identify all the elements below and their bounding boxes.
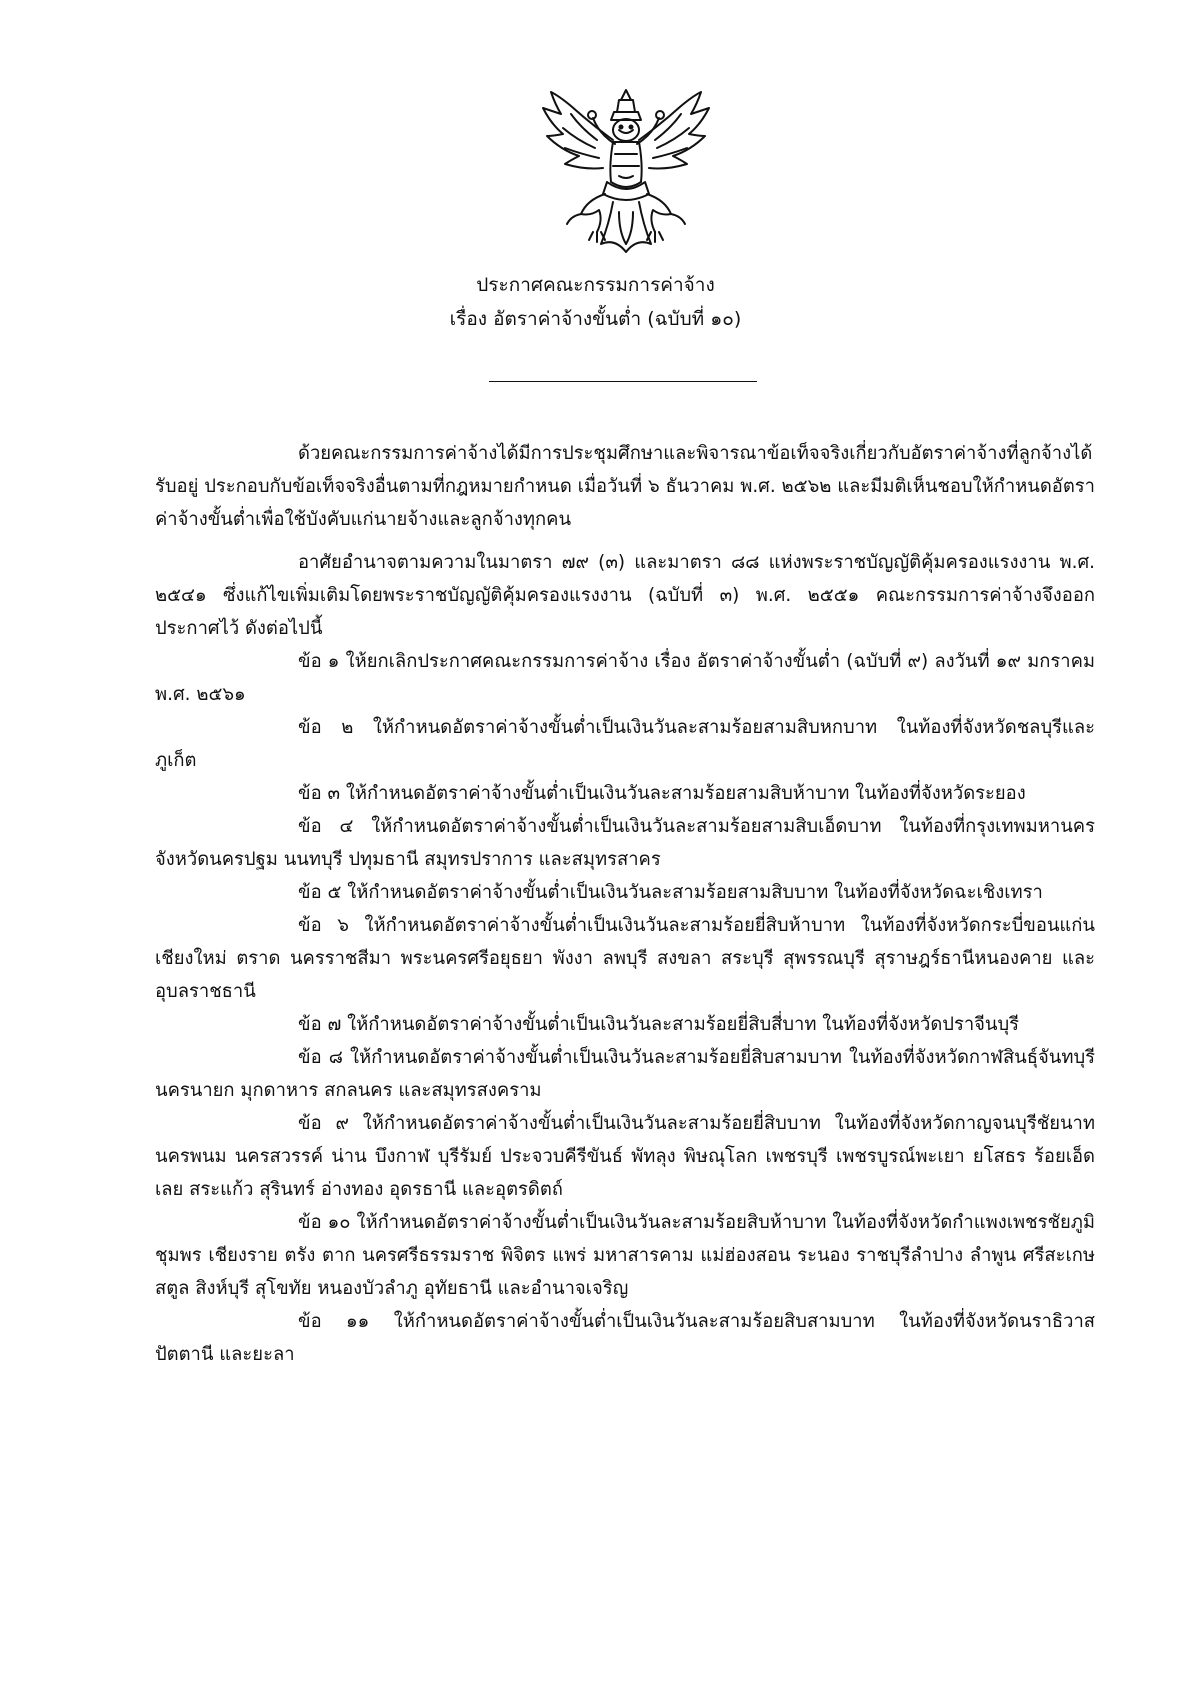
announcement-subject: เรื่อง อัตราค่าจ้างขั้นต่ำ (ฉบับที่ ๑๐) (449, 308, 742, 330)
garuda-emblem-icon (541, 84, 711, 256)
authority-paragraph: อาศัยอำนาจตามความในมาตรา ๗๙ (๓) และมาตรา ๘๘ แห่งพระราชบัญญัติคุ้มครองแรงงาน พ.ศ. ๒๕๔๑ ซึ่งแก้ไขเพิ่มเติมโดยพระราชบัญญัติคุ้มครองแรงงาน (ฉบับที่ ๓) พ.ศ. ๒๕๕๑ คณะกรรมการค่าจ้างจึงออกประกาศไว้ ดังต่อไปนี้ (155, 552, 1095, 639)
announcement-title: ประกาศคณะกรรมการค่าจ้าง (476, 274, 715, 296)
clause-10: ข้อ ๑๐ ให้กำหนดอัตราค่าจ้างขั้นต่ำเป็นเงินวันละสามร้อยสิบห้าบาท ในท้องที่จังหวัดกำแพงเพชรชัยภูมิ ชุมพร เชียงราย ตรัง ตาก นครศรีธรรมราช พิจิตร แพร่ มหาสารคาม แม่ฮ่องสอน ระนอง ราชบุรีลำปาง ลำพูน ศรีสะเกษ สตูล สิงห์บุรี สุโขทัย หนองบัวลำภู อุทัยธานี และอำนาจเจริญ (155, 1212, 1095, 1299)
clause-8: ข้อ ๘ ให้กำหนดอัตราค่าจ้างขั้นต่ำเป็นเงินวันละสามร้อยยี่สิบสามบาท ในท้องที่จังหวัดกาฬสินธุ์จันทบุรี นครนายก มุกดาหาร สกลนคร และสมุทรสงคราม (155, 1047, 1095, 1101)
clause-9: ข้อ ๙ ให้กำหนดอัตราค่าจ้างขั้นต่ำเป็นเงินวันละสามร้อยยี่สิบบาท ในท้องที่จังหวัดกาญจนบุรีชัยนาท นครพนม นครสวรรค์ น่าน บึงกาฬ บุรีรัมย์ ประจวบคีรีขันธ์ พัทลุง พิษณุโลก เพชรบุรี เพชรบูรณ์พะเยา ยโสธร ร้อยเอ็ด เลย สระแก้ว สุรินทร์ อ่างทอง อุดรธานี และอุตรดิตถ์ (155, 1113, 1095, 1200)
clause-6: ข้อ ๖ ให้กำหนดอัตราค่าจ้างขั้นต่ำเป็นเงินวันละสามร้อยยี่สิบห้าบาท ในท้องที่จังหวัดกระบี่ขอนแก่น เชียงใหม่ ตราด นครราชสีมา พระนครศรีอยุธยา พังงา ลพบุรี สงขลา สระบุรี สุพรรณบุรี สุราษฎร์ธานีหนองคาย และอุบลราชธานี (155, 915, 1095, 1002)
title-divider (489, 381, 757, 382)
announcement-body (155, 437, 1095, 1371)
preamble-paragraph: ด้วยคณะกรรมการค่าจ้างได้มีการประชุมศึกษาและพิจารณาข้อเท็จจริงเกี่ยวกับอัตราค่าจ้างที่ลูกจ้างได้รับอยู่ ประกอบกับข้อเท็จจริงอื่นตามที่กฎหมายกำหนด เมื่อวันที่ ๖ ธันวาคม พ.ศ. ๒๕๖๒ และมีมติเห็นชอบให้กำหนดอัตราค่าจ้างขั้นต่ำเพื่อใช้บังคับแก่นายจ้างและลูกจ้างทุกคน (155, 443, 1095, 530)
clause-3: ข้อ ๓ ให้กำหนดอัตราค่าจ้างขั้นต่ำเป็นเงินวันละสามร้อยสามสิบห้าบาท ในท้องที่จังหวัดระยอง (298, 783, 1026, 804)
clause-4: ข้อ ๔ ให้กำหนดอัตราค่าจ้างขั้นต่ำเป็นเงินวันละสามร้อยสามสิบเอ็ดบาท ในท้องที่กรุงเทพมหานครจังหวัดนครปฐม นนทบุรี ปทุมธานี สมุทรปราการ และสมุทรสาคร (155, 816, 1095, 870)
clause-11: ข้อ ๑๑ ให้กำหนดอัตราค่าจ้างขั้นต่ำเป็นเงินวันละสามร้อยสิบสามบาท ในท้องที่จังหวัดนราธิวาสปัตตานี และยะลา (155, 1311, 1095, 1365)
clause-1: ข้อ ๑ ให้ยกเลิกประกาศคณะกรรมการค่าจ้าง เรื่อง อัตราค่าจ้างขั้นต่ำ (ฉบับที่ ๙) ลงวันที่ ๑๙ มกราคม พ.ศ. ๒๕๖๑ (155, 651, 1095, 705)
clause-2: ข้อ ๒ ให้กำหนดอัตราค่าจ้างขั้นต่ำเป็นเงินวันละสามร้อยสามสิบหกบาท ในท้องที่จังหวัดชลบุรีและภูเก็ต (155, 717, 1095, 771)
clause-5: ข้อ ๕ ให้กำหนดอัตราค่าจ้างขั้นต่ำเป็นเงินวันละสามร้อยสามสิบบาท ในท้องที่จังหวัดฉะเชิงเทรา (298, 882, 1043, 903)
clause-7: ข้อ ๗ ให้กำหนดอัตราค่าจ้างขั้นต่ำเป็นเงินวันละสามร้อยยี่สิบสี่บาท ในท้องที่จังหวัดปราจีนบุรี (298, 1014, 1020, 1035)
